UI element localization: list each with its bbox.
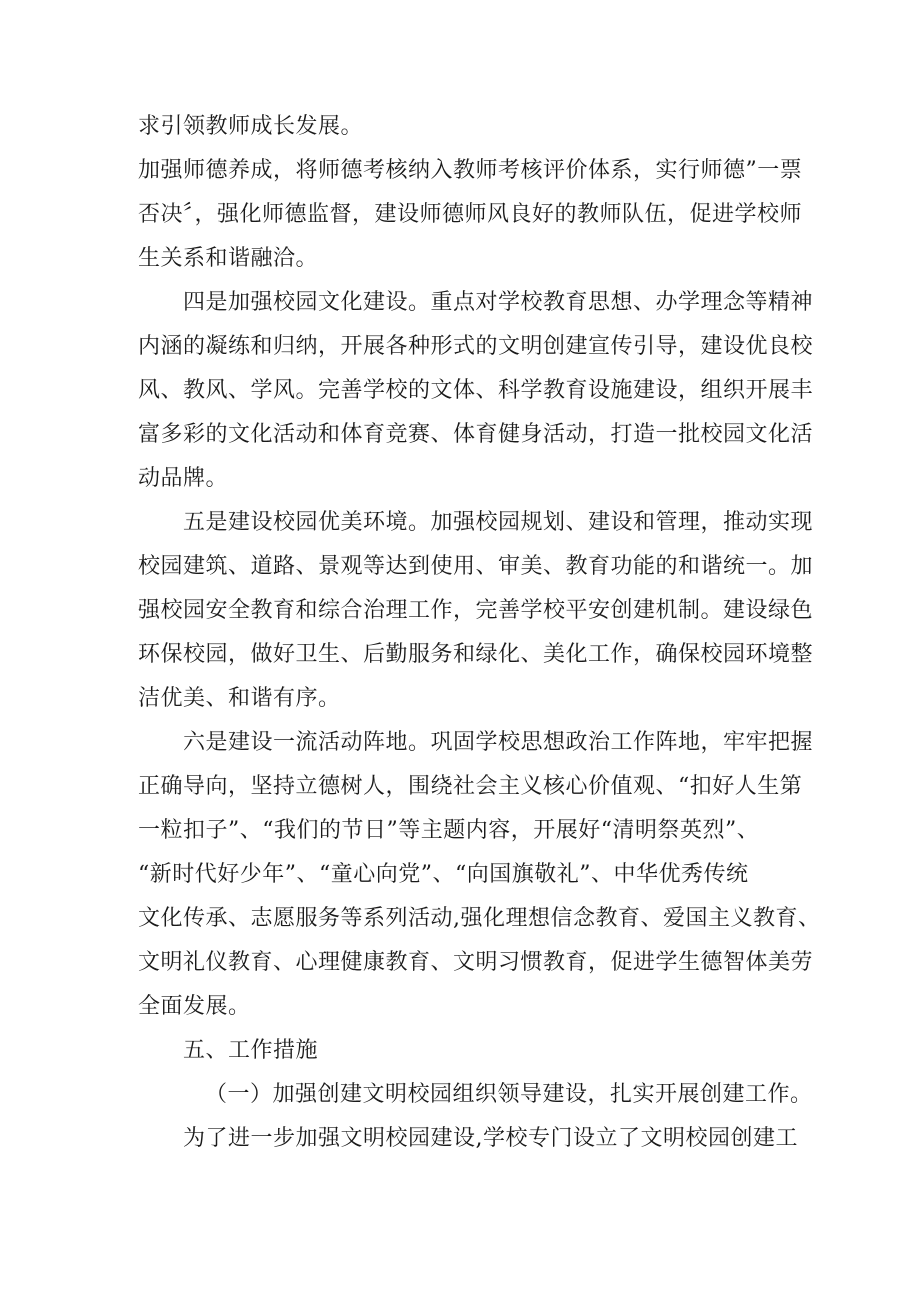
text-line: “新时代好少年”、“童心向党”、“向国旗敬礼”、中华优秀传统 bbox=[138, 862, 749, 887]
text-line: 强校园安全教育和综合治理工作，完善学校平安创建机制。建设绿色 bbox=[138, 598, 814, 623]
section-heading: 五、工作措施 bbox=[183, 1038, 319, 1063]
text-line: 为了进一步加强文明校园建设,学校专门设立了文明校园创建工 bbox=[183, 1126, 798, 1151]
text-line: 求引领教师成长发展。 bbox=[138, 114, 364, 139]
text-line: 一粒扣子”、“我们的节日”等主题内容，开展好“清明祭英烈”、 bbox=[138, 818, 760, 843]
text-line: 内涵的凝练和归纳，开展各种形式的文明创建宣传引导，建设优良校 bbox=[138, 334, 814, 359]
text-line: 加强师德养成，将师德考核纳入教师考核评价体系，实行师德”一票 bbox=[138, 158, 803, 183]
text-line: 校园建筑、道路、景观等达到使用、审美、教育功能的和谐统一。加 bbox=[138, 554, 814, 579]
text-line: 文明礼仪教育、心理健康教育、文明习惯教育，促进学生德智体美劳 bbox=[138, 950, 814, 975]
text-line: 四是加强校园文化建设。重点对学校教育思想、办学理念等精神 bbox=[183, 290, 814, 315]
text-line: 否决〞，强化师德监督，建设师德师风良好的教师队伍，促进学校师 bbox=[138, 202, 803, 227]
subsection-heading: （一）加强创建文明校园组织领导建设，扎实开展创建工作。 bbox=[205, 1082, 813, 1107]
text-line: 文化传承、志愿服务等系列活动,强化理想信念教育、爱国主义教育、 bbox=[138, 906, 821, 931]
text-line: 六是建设一流活动阵地。巩固学校思想政治工作阵地，牢牢把握 bbox=[183, 730, 814, 755]
text-line: 动品牌。 bbox=[138, 466, 229, 491]
text-line: 环保校园，做好卫生、后勤服务和绿化、美化工作，确保校园环境整 bbox=[138, 642, 814, 667]
text-line: 富多彩的文化活动和体育竞赛、体育健身活动，打造一批校园文化活 bbox=[138, 422, 814, 447]
text-line: 五是建设校园优美环境。加强校园规划、建设和管理，推动实现 bbox=[183, 510, 814, 535]
text-line: 正确导向，坚持立德树人，围绕社会主义核心价值观、“扣好人生第 bbox=[138, 774, 803, 799]
text-line: 风、教风、学风。完善学校的文体、科学教育设施建设，组织开展丰 bbox=[138, 378, 814, 403]
text-line: 生关系和谐融洽。 bbox=[138, 246, 319, 271]
text-line: 全面发展。 bbox=[138, 994, 251, 1019]
text-line: 洁优美、和谐有序。 bbox=[138, 686, 341, 711]
